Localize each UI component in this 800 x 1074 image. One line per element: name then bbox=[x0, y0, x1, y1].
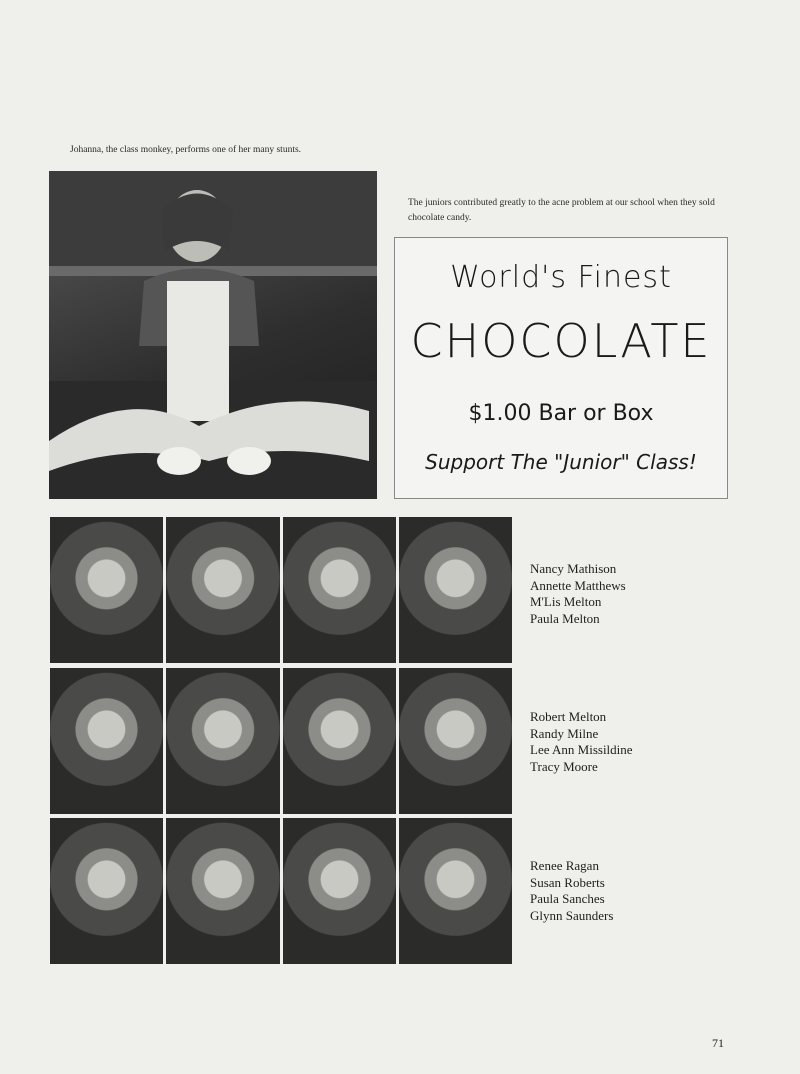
student-name: Susan Roberts bbox=[530, 874, 605, 890]
student-name: Randy Milne bbox=[530, 725, 599, 741]
photo-caption-chocolate: The juniors contributed greatly to the acne problem at our school when they sold chocolate candy. bbox=[408, 198, 715, 223]
student-name: Renee Ragan bbox=[530, 858, 599, 873]
portrait bbox=[399, 517, 512, 663]
portrait-row-3 bbox=[50, 818, 512, 964]
portrait bbox=[283, 818, 396, 964]
name-list-2 bbox=[530, 709, 730, 775]
portrait bbox=[166, 668, 279, 814]
photo-johanna-stunt bbox=[49, 171, 377, 499]
portrait bbox=[50, 818, 163, 964]
sign-line-4: Support The "Junior" Class! bbox=[425, 450, 697, 474]
student-name: Lee Ann Missildine bbox=[530, 742, 633, 757]
portrait-row-2 bbox=[50, 668, 512, 814]
student-name: M'Lis Melton bbox=[530, 594, 602, 609]
student-name: Nancy Mathison bbox=[530, 561, 617, 576]
photo-chocolate-sign bbox=[394, 237, 728, 499]
portrait-row-1 bbox=[50, 517, 512, 663]
johanna-figure bbox=[49, 171, 377, 499]
student-name: Annette Matthews bbox=[530, 577, 626, 593]
name-list-3 bbox=[530, 858, 730, 924]
student-name: Glynn Saunders bbox=[530, 907, 614, 923]
sign-line-3: $1.00 Bar or Box bbox=[468, 401, 654, 426]
portrait bbox=[399, 668, 512, 814]
student-name: Tracy Moore bbox=[530, 758, 598, 774]
portrait bbox=[399, 818, 512, 964]
portrait bbox=[166, 517, 279, 663]
portrait bbox=[50, 517, 163, 663]
student-name: Robert Melton bbox=[530, 709, 607, 724]
sign-line-1: World's Finest bbox=[450, 260, 672, 295]
page-number: 71 bbox=[712, 1036, 724, 1050]
photo-caption-johanna: Johanna, the class monkey, performs one of her many stunts. bbox=[70, 145, 302, 155]
student-name: Paula Melton bbox=[530, 610, 600, 626]
portrait bbox=[166, 818, 279, 964]
name-list-1 bbox=[530, 561, 730, 627]
portrait bbox=[283, 668, 396, 814]
sign-line-2: CHOCOLATE bbox=[410, 314, 712, 368]
portrait bbox=[50, 668, 163, 814]
student-name: Paula Sanches bbox=[530, 891, 605, 906]
portrait bbox=[283, 517, 396, 663]
